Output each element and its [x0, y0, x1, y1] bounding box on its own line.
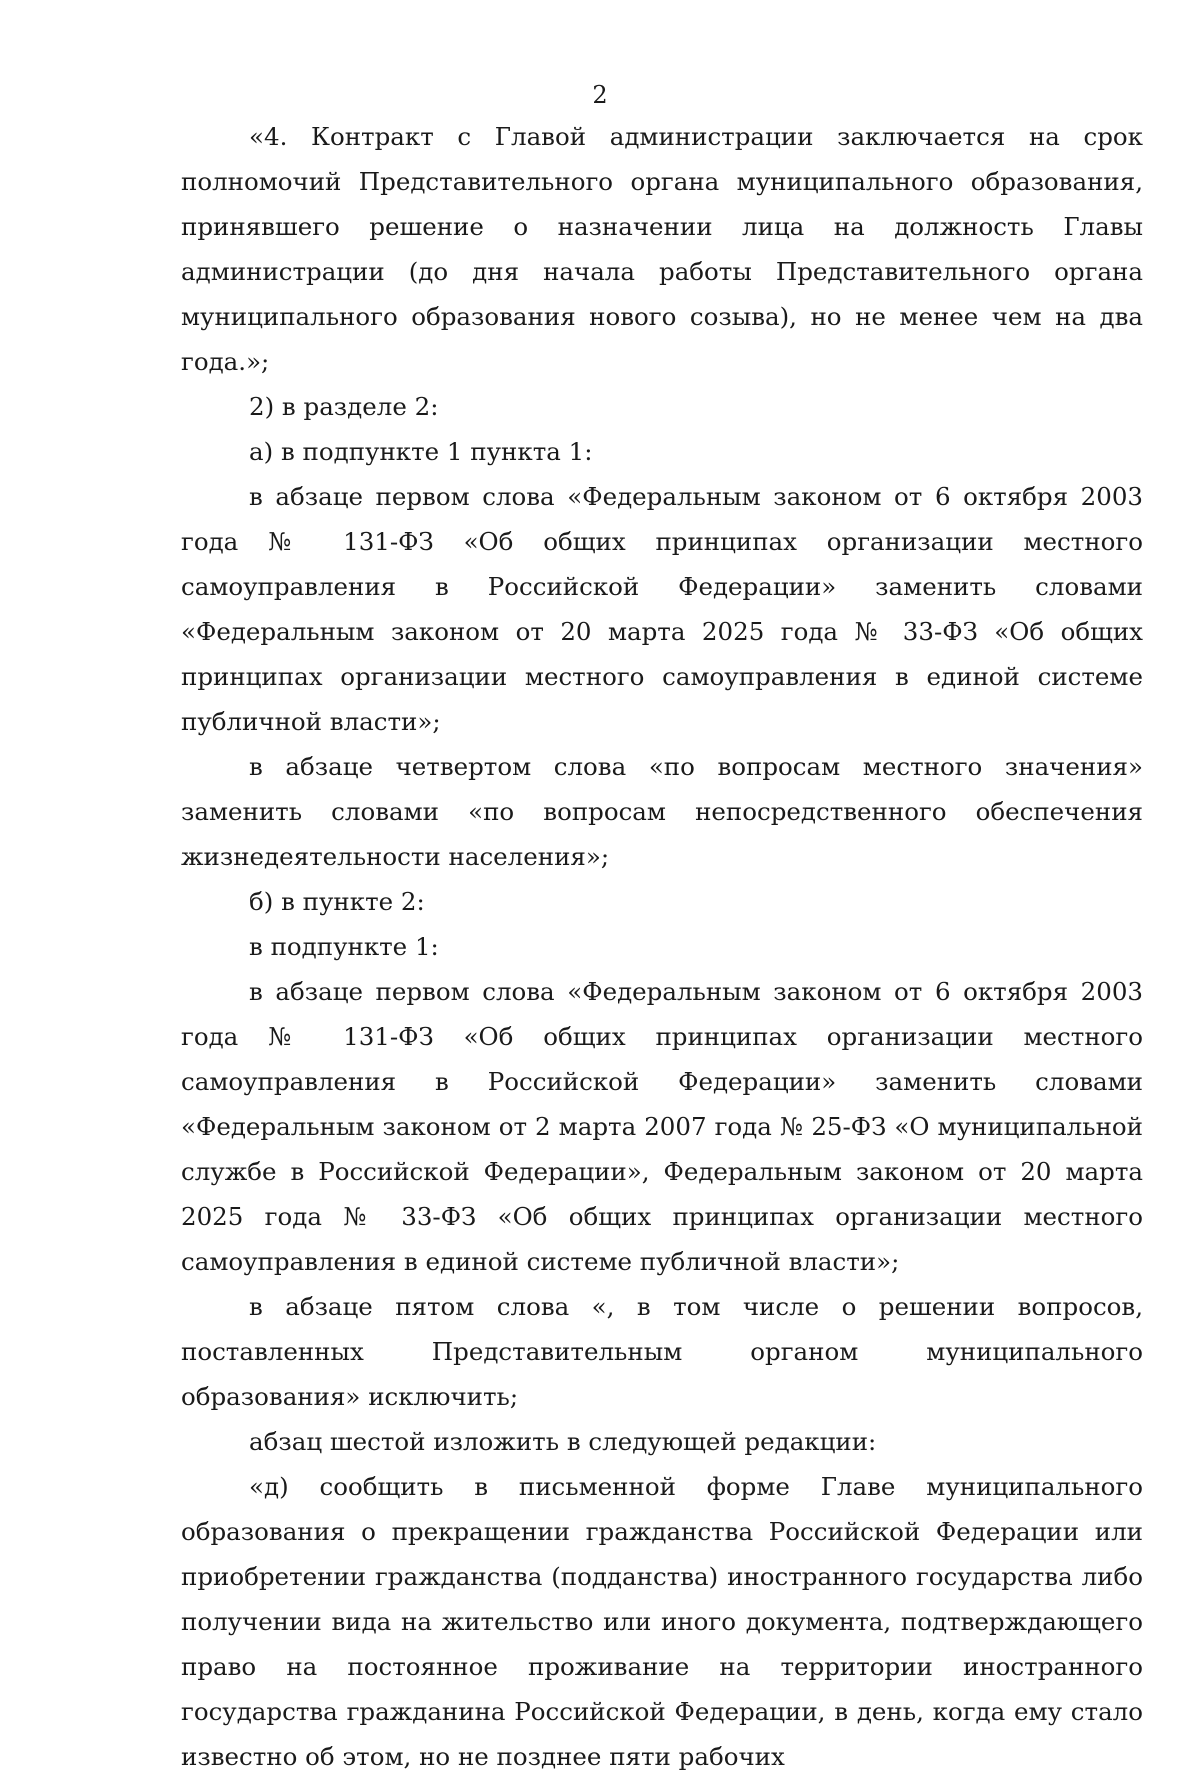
- paragraph-subpoint-1: в подпункте 1:: [249, 932, 439, 961]
- paragraph-fifth-abzac-exclusion: в абзаце пятом слова «, в том числе о решении вопросов, поставленных Представительным органом муниципального образования» исключить;: [181, 1292, 1143, 1411]
- page-number: 2: [592, 81, 608, 109]
- paragraph-fourth-abzac-replacement: в абзаце четвертом слова «по вопросам местного значения» заменить словами «по вопросам непосредственного обеспечения жизнедеятельности населения»;: [181, 752, 1143, 871]
- document-body: [181, 114, 1143, 1779]
- paragraph-first-abzac-replacement: в абзаце первом слова «Федеральным законом от 6 октября 2003 года № 131-ФЗ «Об общих принципах организации местного самоуправления в Российской Федерации» заменить словами «Федеральным законом от 20 марта 2025 года № 33-ФЗ «Об общих принципах организации местного самоуправления в единой системе публичной власти»;: [181, 482, 1143, 736]
- paragraph-sixth-abzac-intro: абзац шестой изложить в следующей редакции:: [249, 1427, 877, 1456]
- paragraph-item-d: «д) сообщить в письменной форме Главе муниципального образования о прекращении гражданства Российской Федерации или приобретении гражданства (подданства) иностранного государства либо получении вида на жительство или иного документа, подтверждающего право на постоянное проживание на территории иностранного государства гражданина Российской Федерации, в день, когда ему стало известно об этом, но не позднее пяти рабочих: [181, 1472, 1143, 1771]
- paragraph-first-abzac-replacement-2: в абзаце первом слова «Федеральным законом от 6 октября 2003 года № 131-ФЗ «Об общих принципах организации местного самоуправления в Российской Федерации» заменить словами «Федеральным законом от 2 марта 2007 года № 25-ФЗ «О муниципальной службе в Российской Федерации», Федеральным законом от 20 марта 2025 года № 33-ФЗ «Об общих принципах организации местного самоуправления в единой системе публичной власти»;: [181, 977, 1143, 1276]
- paragraph-section-2: 2) в разделе 2:: [249, 392, 439, 421]
- paragraph-subitem-a: а) в подпункте 1 пункта 1:: [249, 437, 593, 466]
- paragraph-contract-term: «4. Контракт с Главой администрации заключается на срок полномочий Представительного органа муниципального образования, принявшего решение о назначении лица на должность Главы администрации (до дня начала работы Представительного органа муниципального образования нового созыва), но не менее чем на два года.»;: [181, 122, 1143, 376]
- paragraph-subitem-b: б) в пункте 2:: [249, 887, 425, 916]
